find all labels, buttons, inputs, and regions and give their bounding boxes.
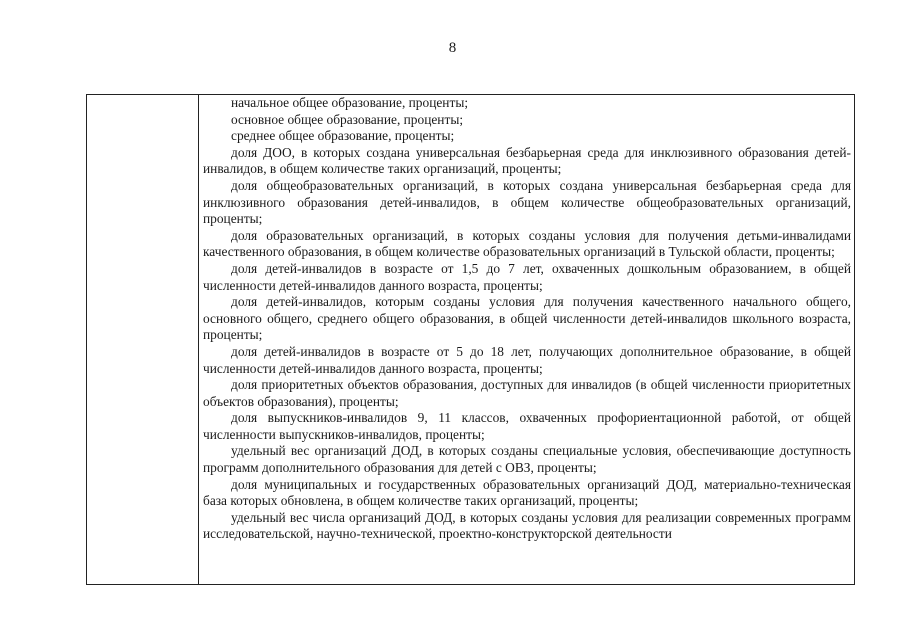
indicator-paragraph: доля образовательных организаций, в которых созданы условия для получения детьми-инвалидами качественного образования, в общем количестве образовательных организаций в Тульской области, проценты; — [203, 227, 851, 260]
indicator-paragraph: доля детей-инвалидов в возрасте от 1,5 до 7 лет, охваченных дошкольным образованием, в общей численности детей-инвалидов данного возраста, проценты; — [203, 260, 851, 293]
indicator-paragraph: доля детей-инвалидов в возрасте от 5 до 18 лет, получающих дополнительное образование, в общей численности детей-инвалидов данного возраста, проценты; — [203, 343, 851, 376]
indicator-paragraph: доля приоритетных объектов образования, доступных для инвалидов (в общей численности приоритетных объектов образования), проценты; — [203, 377, 851, 409]
indicator-paragraph: начальное общее образование, проценты; — [231, 95, 469, 110]
indicator-paragraph: доля муниципальных и государственных образовательных организаций ДОД, материально-техническая база которых обновлена, в общем количестве таких организаций, проценты; — [203, 476, 851, 509]
table-left-cell — [87, 95, 199, 584]
indicator-paragraph: доля детей-инвалидов, которым созданы условия для получения качественного начального общего, основного общего, среднего общего образования, в общей численности детей-инвалидов школьного возраста, проценты; — [203, 294, 851, 343]
table-right-cell — [203, 95, 851, 584]
indicator-paragraph: основное общее образование, проценты; — [231, 111, 464, 127]
indicator-paragraph: доля ДОО, в которых создана универсальная безбарьерная среда для инклюзивного образования детей-инвалидов, в общем количестве таких организаций, проценты; — [203, 144, 851, 177]
indicator-paragraph: удельный вес организаций ДОД, в которых созданы специальные условия, обеспечивающие доступность программ дополнительного образования для детей с ОВЗ, проценты; — [203, 443, 851, 476]
indicator-paragraph: среднее общее образование, проценты; — [231, 128, 455, 144]
page-number: 8 — [448, 40, 457, 56]
indicators-table — [86, 94, 855, 585]
indicator-paragraph: доля выпускников-инвалидов 9, 11 классов, охваченных профориентационной работой, от общей численности выпускников-инвалидов, проценты; — [203, 410, 851, 442]
indicator-paragraph: доля общеобразовательных организаций, в которых создана универсальная безбарьерная среда для инклюзивного образования детей-инвалидов, в общем количестве общеобразовательных организаций, проценты; — [203, 177, 851, 227]
indicator-paragraph: удельный вес числа организаций ДОД, в которых созданы условия для реализации современных программ исследовательской, научно-технической, проектно-конструкторской деятельности — [203, 509, 851, 542]
